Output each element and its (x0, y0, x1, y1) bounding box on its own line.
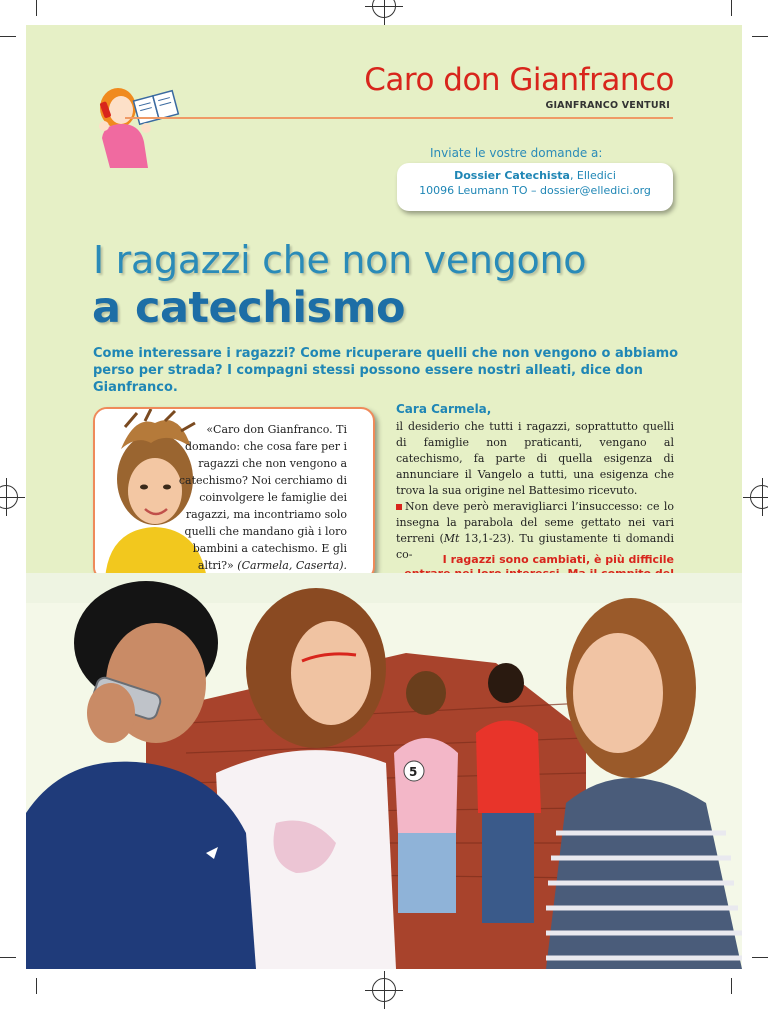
crop-mark (752, 36, 768, 37)
contact-label: Inviate le vostre domande a: (430, 146, 603, 160)
teenagers-photo (26, 573, 742, 969)
crop-mark (0, 957, 16, 958)
registration-mark (372, 0, 396, 18)
lead-paragraph: Come interessare i ragazzi? Come ricuperare quelli che non vengono o abbiamo perso per strada? I compagni stessi possono essere nostri alleati, dice don Gianfranco. (93, 346, 679, 395)
publication-name: Dossier Catechista (454, 169, 570, 182)
author-name: GIANFRANCO VENTURI (545, 100, 670, 111)
question-box (93, 407, 375, 581)
registration-mark (372, 978, 396, 1002)
headline-line2: a catechismo (92, 283, 405, 333)
crop-mark (752, 957, 768, 958)
column-title: Caro don Gianfranco (364, 62, 674, 98)
headline-line1: I ragazzi che non vengono (93, 238, 587, 282)
crop-mark (731, 978, 732, 994)
contact-address: 10096 Leumann TO – dossier@elledici.org (419, 184, 651, 197)
crop-mark (731, 0, 732, 16)
question-text: «Caro don Gianfranco. Ti domando: che cosa fare per i ragazzi che non vengono a catechismo? Noi cerchiamo di coinvolgere le famiglie dei ragazzi, ma incontriamo solo quelli che mandano già i loro bambini a catechismo. E gli altri?» (Carmela, Caserta). (178, 423, 347, 572)
crop-mark (0, 36, 16, 37)
paragraph-bullet (396, 504, 402, 510)
registration-mark (750, 485, 768, 509)
girl-reading-illustration (88, 78, 184, 174)
answer-greeting: Cara Carmela, (396, 402, 492, 416)
header-divider (125, 117, 673, 119)
answer-body: il desiderio che tutti i ragazzi, soprattutto quelli di famiglie non praticanti, vengano al catechismo, fa parte di quella esigenza di annunciare il Vangelo a tutti, una esigenza che trova la sua origine nel Battesimo ricevuto. Non deve però meravigliarci l’insuccesso: ce lo insegna la parabola del seme gettato nei vari terreni (Mt 13,1-23). Tu giustamente ti domandi co- (396, 420, 674, 561)
publisher-name: , Elledici (569, 169, 616, 182)
contact-box (397, 163, 673, 211)
crop-mark (36, 978, 37, 994)
pull-quote: I ragazzi sono cambiati, è più difficile (442, 553, 674, 566)
shirt-number: 5 (409, 765, 418, 779)
crop-mark (36, 0, 37, 16)
registration-mark (0, 485, 18, 509)
